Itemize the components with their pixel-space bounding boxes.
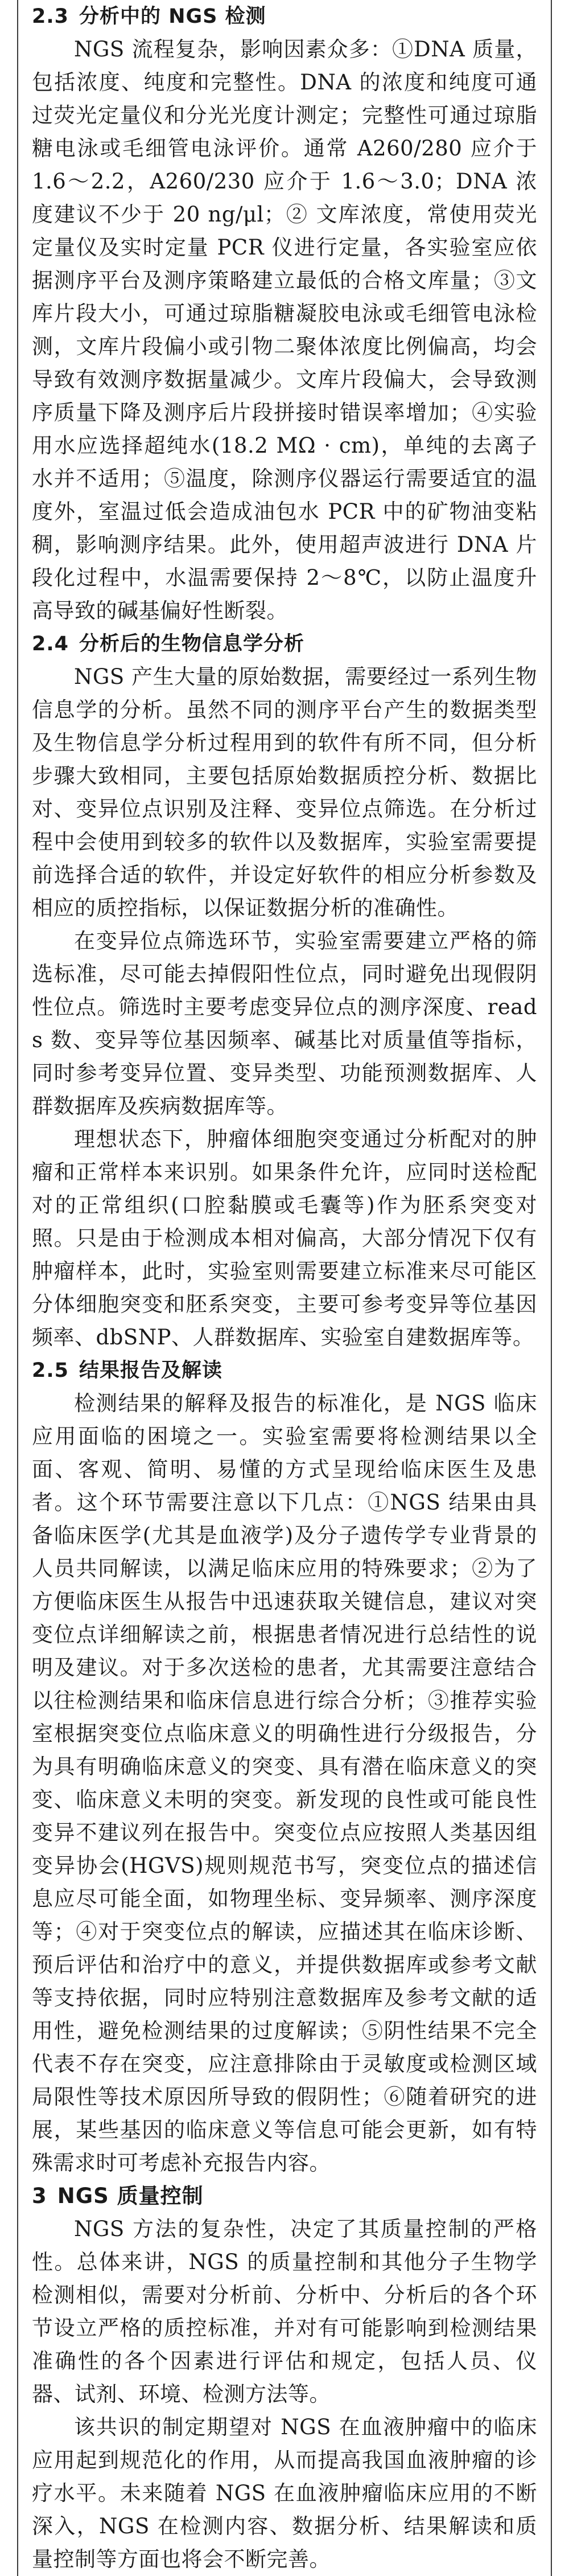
section-heading [32, 2180, 537, 2213]
section-heading [32, 0, 537, 33]
article-page [17, 0, 552, 2576]
section-2-3 [32, 0, 537, 627]
section-2-4 [32, 627, 537, 1354]
paragraph: 该共识的制定期望对 NGS 在血液肿瘤中的临床应用起到规范化的作用，从而提高我国血液肿瘤的诊疗水平。未来随着 NGS 在血液肿瘤临床应用的不断深入，NGS 在检测内容、数据分析、结果解读和质量控制等方面也将会不断完善。 [32, 2415, 537, 2571]
section-heading [32, 627, 537, 661]
paragraph: NGS 方法的复杂性，决定了其质量控制的严格性。总体来讲，NGS 的质量控制和其他分子生物学检测相似，需要对分析前、分析中、分析后的各个环节设立严格的质控标准，并对有可能影响到检测结果准确性的各个因素进行评估和规定，包括人员、仪器、试剂、环境、检测方法等。 [32, 2217, 537, 2406]
paragraph: NGS 产生大量的原始数据，需要经过一系列生物信息学的分析。虽然不同的测序平台产生的数据类型及生物信息学分析过程用到的软件有所不同，但分析步骤大致相同，主要包括原始数据质控分析、数据比对、变异位点识别及注释、变异位点筛选。在分析过程中会使用到较多的软件以及数据库，实验室需要提前选择合适的软件，并设定好软件的相应分析参数及相应的质控指标，以保证数据分析的准确性。 [32, 664, 537, 920]
section-number: 2.3 [32, 5, 69, 28]
paragraph: 理想状态下，肿瘤体细胞突变通过分析配对的肿瘤和正常样本来识别。如果条件允许，应同时送检配对的正常组织(口腔黏膜或毛囊等)作为胚系突变对照。只是由于检测成本相对偏高，大部分情况下仅有肿瘤样本，此时，实验室则需要建立标准来尽可能区分体细胞突变和胚系突变，主要可参考变异等位基因频率、dbSNP、人群数据库、实验室自建数据库等。 [32, 1127, 537, 1349]
section-heading [32, 1354, 537, 1387]
section-number: 3 [32, 2184, 47, 2208]
paragraph: 在变异位点筛选环节，实验室需要建立严格的筛选标准，尽可能去掉假阳性位点，同时避免出现假阴性位点。筛选时主要考虑变异位点的测序深度、reads 数、变异等位基因频率、碱基比对质量值等指标，同时参考变异位置、变异类型、功能预测数据库、人群数据库及疾病数据库等。 [32, 929, 537, 1118]
section-3 [32, 2180, 537, 2576]
section-number: 2.5 [32, 1359, 69, 1382]
section-title: NGS 质量控制 [57, 2184, 204, 2208]
section-2-5 [32, 1354, 537, 2180]
section-number: 2.4 [32, 633, 69, 655]
paragraph: 检测结果的解释及报告的标准化，是 NGS 临床应用面临的困境之一。实验室需要将检测结果以全面、客观、简明、易懂的方式呈现给临床医生及患者。这个环节需要注意以下几点：①NGS 结果由具备临床医学(尤其是血液学)及分子遗传学专业背景的人员共同解读，以满足临床应用的特殊要求；②为了方便临床医生从报告中迅速获取关键信息，建议对突变位点详细解读之前，根据患者情况进行总结性的说明及建议。对于多次送检的患者，尤其需要注意结合以往检测结果和临床信息进行综合分析；③推荐实验室根据突变位点临床意义的明确性进行分级报告，分为具有明确临床意义的突变、具有潜在临床意义的突变、临床意义未明的突变。新发现的良性或可能良性变异不建议列在报告中。突变位点应按照人类基因组变异协会(HGVS)规则规范书写，突变位点的描述信息应尽可能全面，如物理坐标、变异频率、测序深度等；④对于突变位点的解读，应描述其在临床诊断、预后评估和治疗中的意义，并提供数据库或参考文献等支持依据，同时应特别注意数据库及参考文献的适用性，避免检测结果的过度解读；⑤阴性结果不完全代表不存在突变，应注意排除由于灵敏度或检测区域局限性等技术原因所导致的假阴性；⑥随着研究的进展，某些基因的临床意义等信息可能会更新，如有特殊需求时可考虑补充报告内容。 [32, 1391, 537, 2175]
section-title: 分析中的 NGS 检测 [79, 5, 266, 28]
section-title: 结果报告及解读 [79, 1359, 223, 1382]
section-title: 分析后的生物信息学分析 [79, 633, 305, 655]
paragraph: NGS 流程复杂，影响因素众多：①DNA 质量，包括浓度、纯度和完整性。DNA 的浓度和纯度可通过荧光定量仪和分光光度计测定；完整性可通过琼脂糖电泳或毛细管电泳评价。通常 A260/280 应介于 1.6～2.2，A260/230 应介于 1.6～3.0；DNA 浓度建议不少于 20 ng/μl；② 文库浓度，常使用荧光定量仪及实时定量 PCR 仪进行定量，各实验室应依据测序平台及测序策略建立最低的合格文库量；③文库片段大小，可通过琼脂糖凝胶电泳或毛细管电泳检测，文库片段偏小或引物二聚体浓度比例偏高，均会导致有效测序数据量减少。文库片段偏大，会导致测序质量下降及测序后片段拼接时错误率增加；④实验用水应选择超纯水(18.2 MΩ · cm)，单纯的去离子水并不适用；⑤温度，除测序仪器运行需要适宜的温度外，室温过低会造成油包水 PCR 中的矿物油变粘稠，影响测序结果。此外，使用超声波进行 DNA 片段化过程中，水温需要保持 2～8℃，以防止温度升高导致的碱基偏好性断裂。 [32, 37, 537, 623]
